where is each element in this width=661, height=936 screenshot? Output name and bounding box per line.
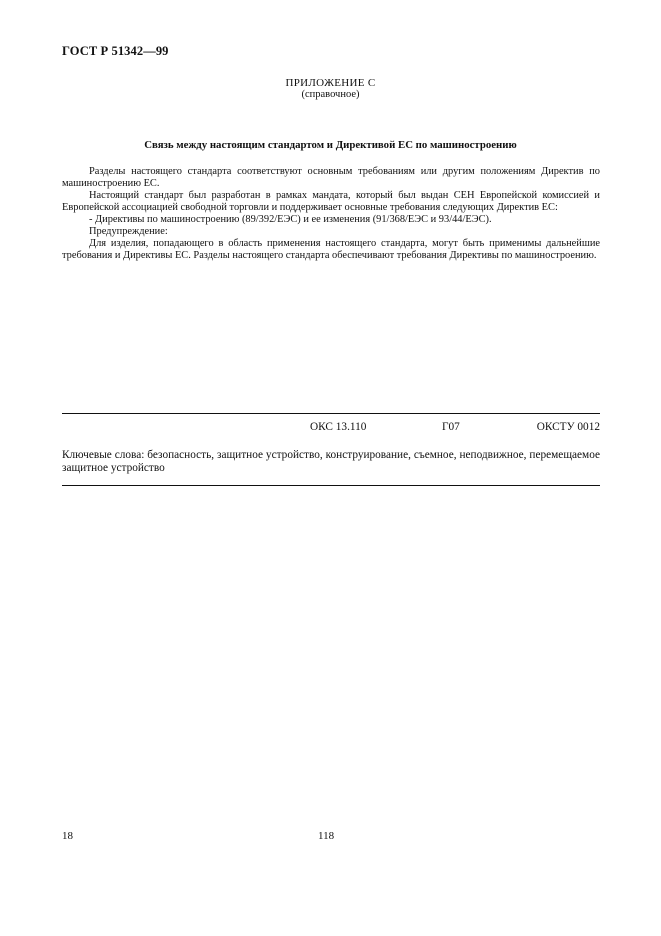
annex-title: ПРИЛОЖЕНИЕ С [285, 77, 376, 89]
group-code: Г07 [442, 421, 460, 433]
oks-code: ОКС 13.110 [310, 421, 367, 433]
annex-subtitle: (справочное) [301, 89, 360, 100]
section-title: Связь между настоящим стандартом и Директивой ЕС по машиностроению [144, 139, 517, 151]
page-number-left: 18 [62, 830, 73, 842]
paragraph: Разделы настоящего стандарта соответствуют основным требованиям или другим положениям Директив по машиностроению ЕС. [62, 166, 600, 189]
okstu-code: ОКСТУ 0012 [536, 421, 600, 433]
top-divider [62, 413, 600, 414]
paragraph: Для изделия, попадающего в область применения настоящего стандарта, могут быть применимы дальнейшие требования и Директивы ЕС. Разделы настоящего стандарта обеспечивают требования Директивы по машиностроению. [62, 238, 600, 261]
annex-body [62, 166, 600, 262]
paragraph: - Директивы по машиностроению (89/392/ЕЭС) и ее изменения (91/368/ЕЭС и 93/44/ЕЭС). [89, 214, 492, 225]
paragraph: Настоящий стандарт был разработан в рамках мандата, который был выдан СЕН Европейской комиссией и Европейской ассоциацией свободной торговли и поддерживает основные требования следующих Директив ЕС: [62, 190, 600, 213]
bottom-divider [62, 485, 600, 486]
page-number-center: 118 [318, 830, 335, 842]
keywords: Ключевые слова: безопасность, защитное устройство, конструирование, съемное, неподвижное, перемещаемое защитное устройство [62, 449, 600, 474]
document-code: ГОСТ Р 51342—99 [62, 44, 169, 58]
annex-heading [0, 78, 661, 100]
paragraph: Предупреждение: [89, 226, 168, 237]
